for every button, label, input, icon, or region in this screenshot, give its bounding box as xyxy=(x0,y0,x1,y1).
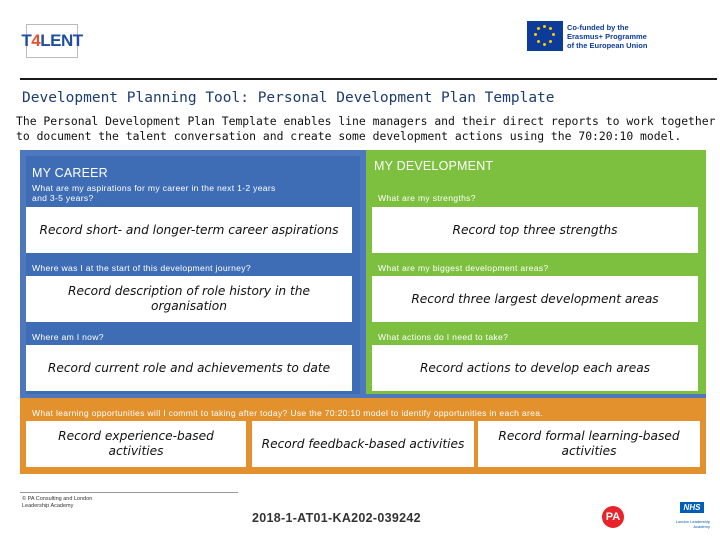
project-number: 2018-1-AT01-KA202-039242 xyxy=(252,511,421,525)
header-divider xyxy=(20,78,717,80)
t4lent-logo xyxy=(21,24,83,58)
learning-question: What learning opportunities will I commit to taking after today? Use the 70:20:10 model to identify opportunities in each area. xyxy=(32,408,544,418)
eu-text: Co-funded by the Erasmus+ Programme of the European Union xyxy=(567,22,648,50)
nhs-leadership-text: London Leadership Academy xyxy=(675,519,710,529)
career-question-start: Where was I at the start of this development journey? xyxy=(32,263,251,273)
career-question-aspirations: What are my aspirations for my career in the next 1-2 years and 3-5 years? xyxy=(32,183,276,203)
development-question-strengths: What are my strengths? xyxy=(378,193,476,203)
career-heading: MY CAREER xyxy=(32,166,108,180)
development-actions-field[interactable]: Record actions to develop each areas xyxy=(372,345,698,391)
career-aspirations-field[interactable]: Record short- and longer-term career aspirations xyxy=(26,207,352,253)
logo-t: T xyxy=(21,31,32,50)
development-strengths-field[interactable]: Record top three strengths xyxy=(372,207,698,253)
eu-flag-icon xyxy=(527,21,563,51)
development-question-actions: What actions do I need to take? xyxy=(378,332,509,342)
eu-cofunded-logo xyxy=(527,20,662,52)
footer-divider xyxy=(20,492,238,493)
nhs-logo: NHS xyxy=(680,502,704,513)
footer-copyright: © PA Consulting and London Leadership Academy xyxy=(22,496,93,509)
learning-experience-field[interactable]: Record experience-based activities xyxy=(26,421,246,467)
intro-text: The Personal Development Plan Template enables line managers and their direct reports to work together to document the talent conversation and create some development actions using the 70:20:10 model. xyxy=(16,114,716,143)
learning-feedback-field[interactable]: Record feedback-based activities xyxy=(252,421,474,467)
page-title: Development Planning Tool: Personal Development Plan Template xyxy=(22,90,555,106)
career-role-history-field[interactable]: Record description of role history in the organisation xyxy=(26,276,352,322)
career-current-role-field[interactable]: Record current role and achievements to date xyxy=(26,345,352,391)
development-question-areas: What are my biggest development areas? xyxy=(378,263,549,273)
development-areas-field[interactable]: Record three largest development areas xyxy=(372,276,698,322)
logo-four: 4 xyxy=(31,31,41,50)
career-question-now: Where am I now? xyxy=(32,332,104,342)
pa-consulting-logo: PA xyxy=(602,506,624,528)
logo-lent: LENT xyxy=(40,31,83,50)
learning-formal-field[interactable]: Record formal learning-based activities xyxy=(478,421,700,467)
development-heading: MY DEVELOPMENT xyxy=(374,159,494,173)
